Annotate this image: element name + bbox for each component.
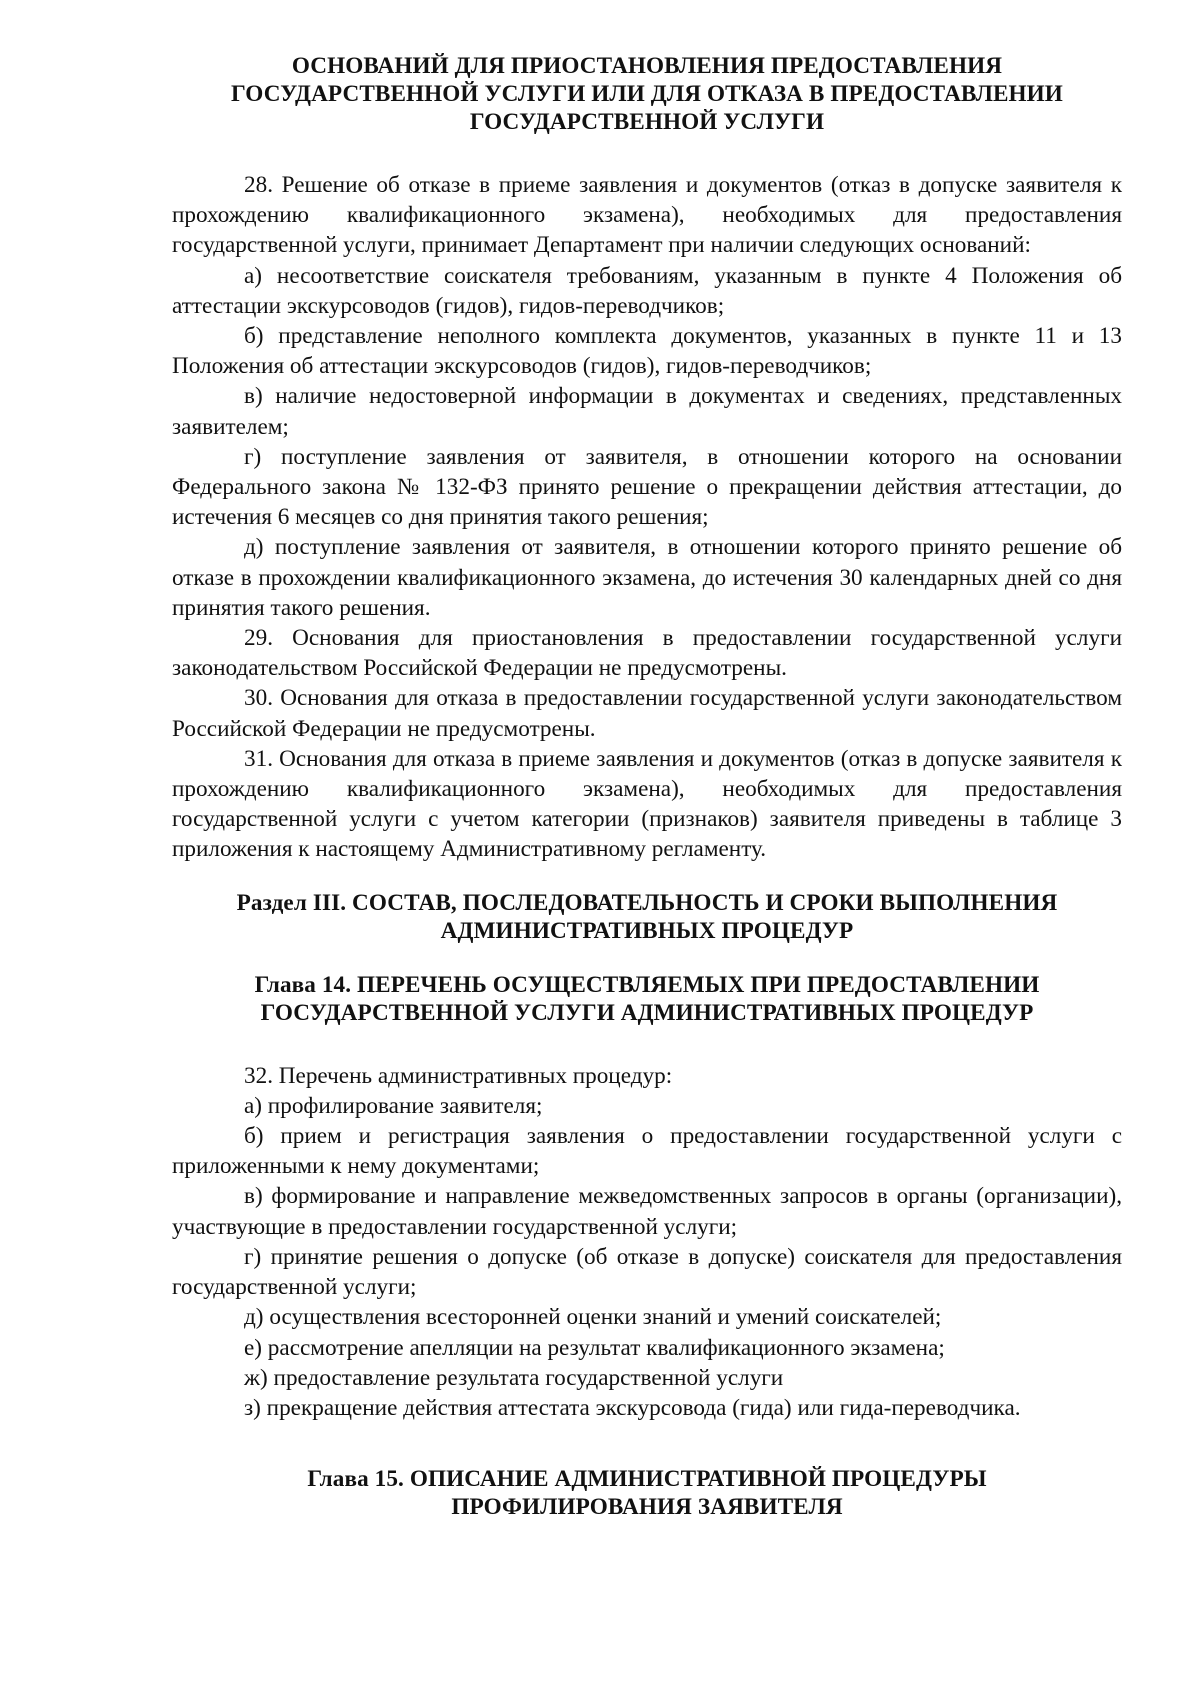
- chapter-heading-14: Глава 14. ПЕРЕЧЕНЬ ОСУЩЕСТВЛЯЕМЫХ ПРИ ПРЕДОСТАВЛЕНИИ ГОСУДАРСТВЕННОЙ УСЛУГИ АДМИНИСТРАТИВНЫХ ПРОЦЕДУР: [254, 971, 1040, 1026]
- paragraph-32-b: б) прием и регистрация заявления о предоставлении государственной услуги с приложенными к нему документами;: [172, 1123, 1122, 1180]
- paragraph-29: 29. Основания для приостановления в предоставлении государственной услуги законодательством Российской Федерации не предусмотрены.: [172, 625, 1122, 682]
- paragraph-32-v: в) формирование и направление межведомственных запросов в органы (организации), участвующие в предоставлении государственной услуги;: [172, 1183, 1122, 1240]
- paragraph-32-e: е) рассмотрение апелляции на результат квалификационного экзамена;: [244, 1334, 945, 1361]
- paragraph-28-a: а) несоответствие соискателя требованиям, указанным в пункте 4 Положения об аттестации экскурсоводов (гидов), гидов-переводчиков;: [172, 262, 1122, 319]
- paragraph-31: 31. Основания для отказа в приеме заявления и документов (отказ в допуске заявителя к прохождению квалификационного экзамена), необходимых для предоставления государственной услуги с учетом категории (признаков) заявителя приведены в таблице 3 приложения к настоящему Административному регламенту.: [172, 745, 1122, 863]
- paragraph-28-v: в) наличие недостоверной информации в документах и сведениях, представленных заявителем;: [172, 383, 1122, 440]
- paragraph-32-zh: ж) предоставление результата государственной услуги: [244, 1364, 784, 1391]
- paragraph-28-d: д) поступление заявления от заявителя, в отношении которого принято решение об отказе в прохождении квалификационного экзамена, до истечения 30 календарных дней со дня принятия такого решения.: [172, 534, 1122, 621]
- chapter-heading-15: Глава 15. ОПИСАНИЕ АДМИНИСТРАТИВНОЙ ПРОЦЕДУРЫ ПРОФИЛИРОВАНИЯ ЗАЯВИТЕЛЯ: [307, 1466, 987, 1521]
- document-page: [172, 52, 1122, 1521]
- paragraph-32: 32. Перечень административных процедур:: [244, 1062, 673, 1089]
- paragraph-30: 30. Основания для отказа в предоставлении государственной услуги законодательством Российской Федерации не предусмотрены.: [172, 685, 1122, 742]
- paragraph-32-g: г) принятие решения о допуске (об отказе в допуске) соискателя для предоставления государственной услуги;: [172, 1243, 1122, 1301]
- paragraph-32-a: а) профилирование заявителя;: [244, 1092, 543, 1119]
- paragraph-28-b: б) представление неполного комплекта документов, указанных в пункте 11 и 13 Положения об аттестации экскурсоводов (гидов), гидов-переводчиков;: [172, 323, 1122, 380]
- paragraph-28-g: г) поступление заявления от заявителя, в отношении которого на основании Федерального закона № 132-ФЗ принято решение о прекращении действия аттестации, до истечения 6 месяцев со дня принятия такого решения;: [172, 443, 1122, 531]
- paragraph-28: 28. Решение об отказе в приеме заявления и документов (отказ в допуске заявителя к прохождению квалификационного экзамена), необходимых для предоставления государственной услуги, принимает Департамент при наличии следующих оснований:: [172, 172, 1122, 259]
- paragraph-32-z: з) прекращение действия аттестата экскурсовода (гида) или гида-переводчика.: [244, 1394, 1021, 1421]
- chapter-heading-top: ОСНОВАНИЙ ДЛЯ ПРИОСТАНОВЛЕНИЯ ПРЕДОСТАВЛЕНИЯ ГОСУДАРСТВЕННОЙ УСЛУГИ ИЛИ ДЛЯ ОТКАЗА В ПРЕДОСТАВЛЕНИИ ГОСУДАРСТВЕННОЙ УСЛУГИ: [231, 53, 1063, 135]
- section-heading-3: Раздел III. СОСТАВ, ПОСЛЕДОВАТЕЛЬНОСТЬ И СРОКИ ВЫПОЛНЕНИЯ АДМИНИСТРАТИВНЫХ ПРОЦЕДУР: [236, 889, 1058, 944]
- paragraph-32-d: д) осуществления всесторонней оценки знаний и умений соискателей;: [244, 1304, 942, 1331]
